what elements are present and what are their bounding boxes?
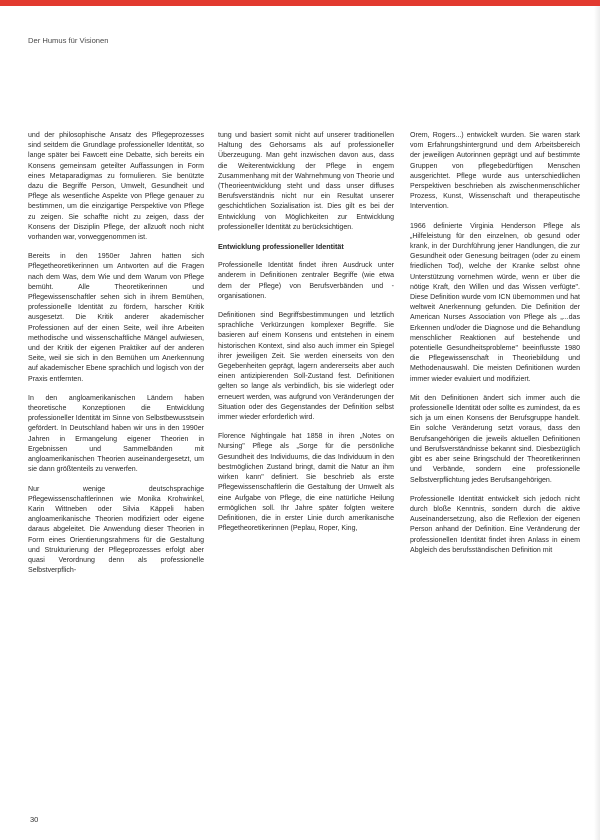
paragraph: Definitionen sind Begriffsbestimmungen und letztlich sprachliche Verkürzungen komplexer Begriffe. Sie basieren auf einem Konsens und entstehen in einem historischen Kontext, sind also auch immer ein Spiegel ihrer jeweiligen Zeit. Sie werden einerseits von den Gegebenheiten geprägt, lagern andererseits aber auch einen antizipierenden Soll-Zustand fest. Definitionen gelten so lange als verbindlich, bis sie widerlegt oder erneuert werden, was aufgrund von Veränderungen der Situation oder des Gegenstandes der Definition selbst immer wieder erforderlich wird. <box>218 312 394 422</box>
paragraph: Orem, Rogers...) entwickelt wurden. Sie waren stark vom Erfahrungshintergrund und dem Arbeitsbereich der jeweiligen Autorinnen geprägt und auf bestimmte Gruppen von pflegebedürftigen Menschen ausgerichtet. Pflege wurde aus unterschiedlichen Perspektiven beschrieben als zwischenmenschlicher Prozess, Kunst, Wissenschaft und therapeutische Intervention. <box>410 132 580 211</box>
paragraph: tung und basiert somit nicht auf unserer traditionellen Haltung des Gehorsams als auf professioneller Überzeugung. Man geht inzwischen davon aus, dass die Weiterentwicklung der Pflege in engem Zusammenhang mit der Wahrnehmung von Theorie und (Theorieentwicklung steht und dass unser diffuses Berufsverständnis nicht nur ein Resultat unserer geschichtlichen Sozialisation ist. Dies gilt es bei der Entwicklung von Möglichkeiten zur Entwicklung professioneller Identität zu berücksichtigen. <box>218 132 394 231</box>
text-column-2 <box>218 131 394 543</box>
paragraph: Mit den Definitionen ändert sich immer auch die professionelle Identität oder sollte es zumindest, da es sich ja um einen Konsens der Berufsgruppe handelt. Ein solche Veränderung setzt voraus, dass den Berufsangehörigen die jeweils aktuellen Definitionen und Berufsverständnisse bekannt sind. Diesbezüglich gibt es aber seine Bringschuld der Theoretikerinnen und Verbände, sondern eine professionelle Selbstverpflichtung jedes Berufsangehörigen. <box>410 394 580 484</box>
paragraph: Florence Nightingale hat 1858 in ihren „Notes on Nursing" Pflege als „Sorge für die persönliche Gesundheit des Individuums, die das Individuum in den bestmöglichen Zustand bringt, damit die Natur an ihm wirken kann" definiert. Sie beschrieb als erste Pflegewissenschaftlerin die Gestaltung der Umwelt als eine Aufgabe von Pflege, die eine natürliche Heilung ermöglichen soll. Ihr Jahre später folgten weitere Definitionen, die in erster Linie durch amerikanische Pflegetheoretikerinnen (Peplau, Roper, King, <box>218 433 394 533</box>
paragraph: Professionelle Identität entwickelt sich jedoch nicht durch bloße Kenntnis, sondern durch die aktive Auseinandersetzung, also die Reflexion der eigenen Person anhand der Definition. Eine Veränderung der professionellen Identität findet ihren Anlass in einem Abgleich des berufsständischen Definition mit <box>410 495 580 554</box>
paragraph: und der philosophische Ansatz des Pflegeprozesses sind seitdem die Grundlage professioneller Identität, so lange später bei Fawcett eine Debatte, sich bereits ein Konsens gemeinsam geteilter Auffassungen in Form eines Metaparadigmas zu formulieren. Sie benützte dazu die Begriffe Person, Umwelt, Gesundheit und Pflege als wesentliche Aspekte von Pflege genauer zu bestimmen, um die einzigartige Perspektive von Pflege zu zeigen. Sie schaffte nicht zu zeigen, dass der Konsens der Disziplin Pflege, der allzuoft noch nicht vorhanden war, vorweggenommen ist. <box>28 132 204 242</box>
paragraph: Professionelle Identität findet ihren Ausdruck unter anderem in Definitionen zentraler Begriffe (wie etwa dem der Pflege) von Berufsverbänden und -organisationen. <box>218 262 394 300</box>
text-column-1 <box>28 131 204 585</box>
paragraph: 1966 definierte Virginia Henderson Pflege als „Hilfeleistung für den einzelnen, ob gesund oder krank, in der Durchführung jener Handlungen, die zur Gesundheit oder Genesung beitragen (oder zu einem friedlichen Tod), welche der Kranke selbst ohne Unterstützung vornehmen würde, wenn er über die nötige Kraft, den Willen und das Wissen verfügte". Diese Definition wurde vom ICN übernommen und hat weltweit Anerkennung gefunden. Die Definition der American Nurses Association von Pflege als „...das Erkennen und/oder die Diagnose und die Behandlung menschlicher Reaktionen auf bestehende und potentielle Gesundheitsprobleme" beeinflusste 1980 die Pflegewissenschaft in Theoriebildung und Methodenauswahl. Die meisten Definitionen wurden immer wieder evaluiert und modifiziert. <box>410 222 580 383</box>
running-header: Der Humus für Visionen <box>28 36 109 45</box>
paragraph: Nur wenige deutschsprachige Pflegewissenschaftlerinnen wie Monika Krohwinkel, Karin Wittneben oder Silvia Käppeli haben angloamerikanische Theorien modifiziert oder eigene daraus abgeleitet. Die Anwendung dieser Theorien in Form eines Orientierungsrahmens für die Gestaltung und Strukturierung der Pflegeprozesses erfolgt aber quasi Verordnung denn als professionelle Selbstverpflich- <box>28 485 204 575</box>
page-edge-shadow <box>594 6 600 840</box>
section-heading: Entwicklung professioneller Identität <box>218 242 344 252</box>
paragraph: In den angloamerikanischen Ländern haben theoretische Konzeptionen die Entwicklung professioneller Identität im Sinne von Selbstbewusstsein gefördert. In Deutschland haben wir uns in den 1990er Jahren in Ermangelung eigener Theorien in Ergebnissen und Sammelbänden mit angloamerikanischen Theorien auseinandergesetzt, um sie dann größtenteils zu verwerfen. <box>28 394 204 474</box>
text-column-3 <box>410 131 580 565</box>
paragraph: Bereits in den 1950er Jahren hatten sich Pflegetheoretikerinnen um Antworten auf die Fragen nach dem Was, dem Wie und dem Warum von Pflege bemüht. Alle Theoretikerinnen und Pflegewissenschaftler sehen sich in ihrem Bemühen, professionelle Identität zu fördern, harscher Kritik ausgesetzt. Die Kritik anderer akademischer Professionen auf der einen Seite, weil ihre Arbeiten methodische und wissenschaftliche Mängel aufwiesen, und der Kritik der eigenen Praktiker auf der anderen Seite, weil sie sich in den Bemühen um Anerkennung auf akademischer Ebene sprachlich und logisch von der Praxis entfernten. <box>28 253 204 383</box>
top-accent-bar <box>0 0 600 6</box>
page-number: 30 <box>30 815 39 824</box>
